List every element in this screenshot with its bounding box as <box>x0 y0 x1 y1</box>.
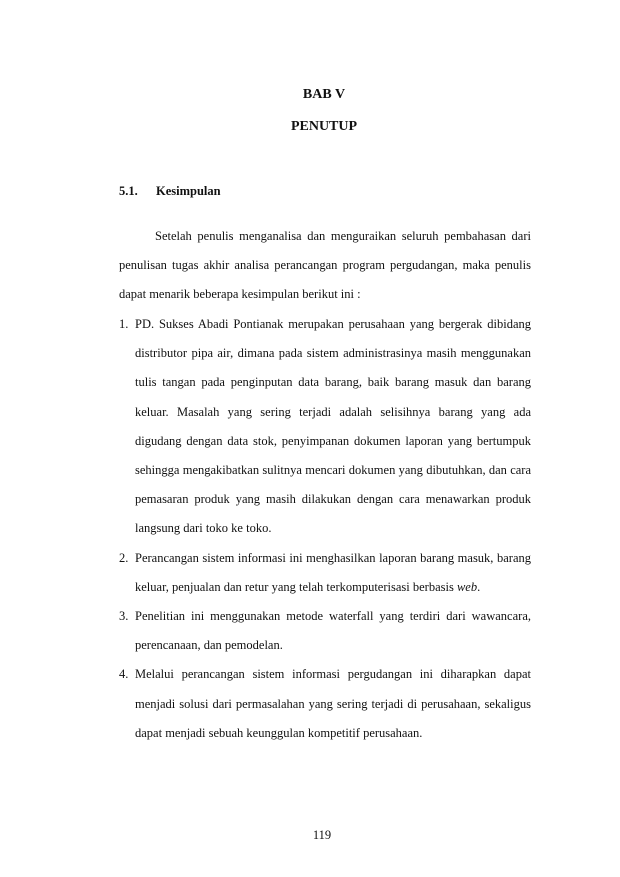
intro-paragraph <box>119 222 531 310</box>
list-item-text: PD. Sukses Abadi Pontianak merupakan perusahaan yang bergerak dibidang distributor pipa air, dimana pada sistem administrasinya masih menggunakan tulis tangan pada penginputan data barang, baik barang masuk dan barang keluar. Masalah yang sering terjadi adalah selisihnya barang yang ada digudang dengan data stok, penyimpanan dokumen laporan yang bertumpuk sehingga mengakibatkan sulitnya mencari dokumen yang dibutuhkan, dan cara pemasaran produk yang masih dilakukan dengan cara menawarkan produk langsung dari toko ke toko. <box>135 317 531 536</box>
list-item <box>119 660 531 748</box>
list-item-text: Penelitian ini menggunakan metode waterfall yang terdiri dari wawancara, perencanaan, dan pemodelan. <box>135 609 531 653</box>
section-title: Kesimpulan <box>156 184 221 198</box>
conclusion-list <box>119 310 531 748</box>
list-marker: 2. <box>119 550 129 565</box>
list-item-text: Perancangan sistem informasi ini menghasilkan laporan barang masuk, barang keluar, penjualan dan retur yang telah terkomputerisasi berbasis <box>135 550 531 594</box>
list-marker: 3. <box>119 609 129 624</box>
list-item-text: Melalui perancangan sistem informasi pergudangan ini diharapkan dapat menjadi solusi dari permasalahan yang sering terjadi di perusahaan, sekaligus dapat menjadi sebuah keunggulan kompetitif perusahaan. <box>135 667 531 740</box>
list-marker: 4. <box>119 667 129 682</box>
list-item <box>119 602 531 660</box>
chapter-title: PENUTUP <box>290 119 358 134</box>
intro-text: Setelah penulis menganalisa dan menguraikan seluruh pembahasan dari penulisan tugas akhir analisa perancangan program pergudangan, maka penulis dapat menarik beberapa kesimpulan berikut ini : <box>119 229 531 302</box>
list-item-suffix: . <box>477 579 481 594</box>
list-item <box>119 310 531 544</box>
section-heading <box>119 184 221 199</box>
chapter-number: BAB V <box>302 87 346 102</box>
list-item <box>119 544 531 602</box>
list-marker: 1. <box>119 317 129 331</box>
page-number: 119 <box>312 828 332 842</box>
list-item-emphasis: web <box>456 579 478 594</box>
section-number: 5.1. <box>119 184 138 198</box>
